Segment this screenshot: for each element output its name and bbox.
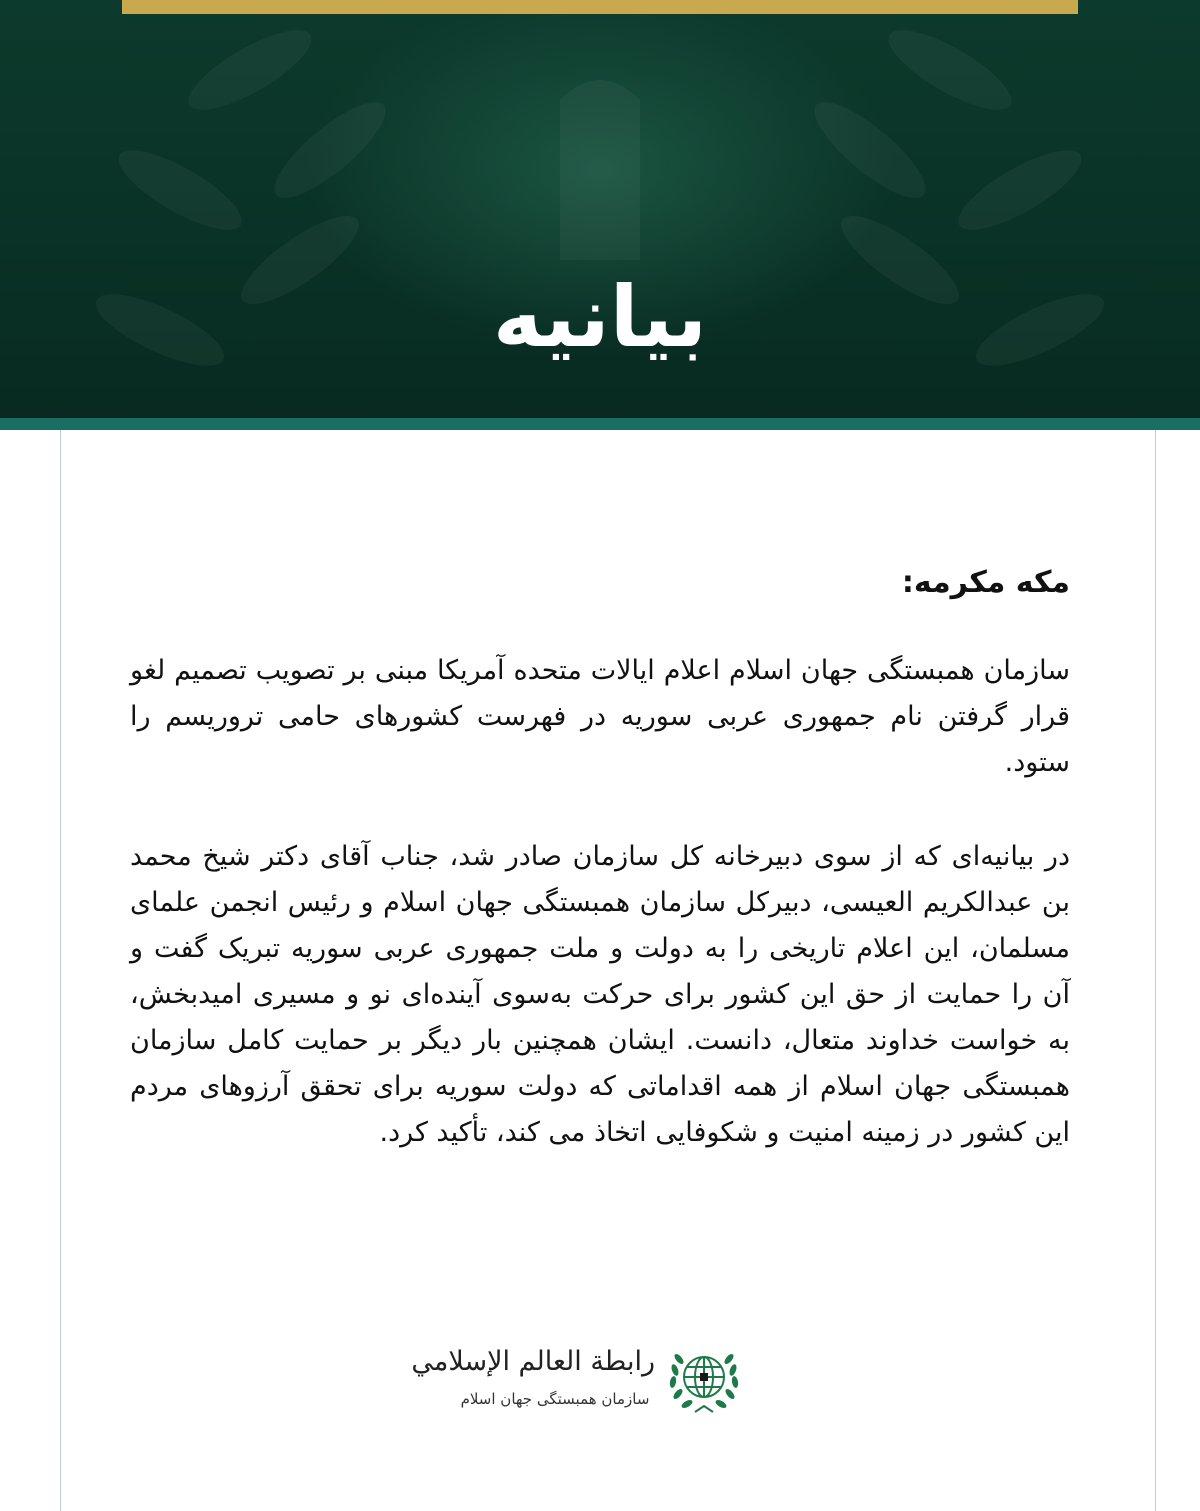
- logo-arabic-name: رابطة العالم الإسلامي: [411, 1346, 655, 1377]
- paragraph-1: سازمان همبستگی جهان اسلام اعلام ایالات متحده آمریکا مبنی بر تصویب تصمیم لغو قرار گرفتن نام جمهوری عربی سوریه در فهرست کشورهای حامی تروریسم را ستود.: [130, 655, 1070, 778]
- paragraph-2: در بیانیه‌ای که از سوی دبیرخانه کل سازمان صادر شد، جناب آقای دکتر شیخ محمد بن عبدالکریم العیسی، دبیرکل سازمان همبستگی جهان اسلام و رئیس انجمن علمای مسلمان، این اعلام تاریخی را به دولت و ملت جمهوری عربی سوریه تبریک گفت و آن را حمایت از حق این کشور برای حرکت به‌سوی آینده‌ای نو و مسیری امیدبخش، به خواست خداوند متعال، دانست. ایشان همچنین بار دیگر بر حمایت کامل سازمان همبستگی جهان اسلام از همه اقداماتی که دولت سوریه برای تحقق آرزوهای مردم این کشور در زمینه امنیت و شکوفایی اتخاذ می کند، تأکید کرد.: [130, 841, 1070, 1148]
- page-title: بیانیه: [492, 268, 708, 366]
- statement-body: [130, 560, 1070, 1204]
- greeting-line: مکه مکرمه:: [901, 565, 1070, 600]
- logo-persian-name: سازمان همبستگی جهان اسلام: [460, 1390, 650, 1408]
- globe-wreath-emblem-icon: [665, 1340, 743, 1418]
- left-border-line: [60, 430, 61, 1511]
- header-banner: [0, 0, 1200, 418]
- header-bottom-band: [0, 418, 1200, 430]
- right-border-line: [1155, 430, 1156, 1511]
- organization-logo: [411, 1340, 745, 1430]
